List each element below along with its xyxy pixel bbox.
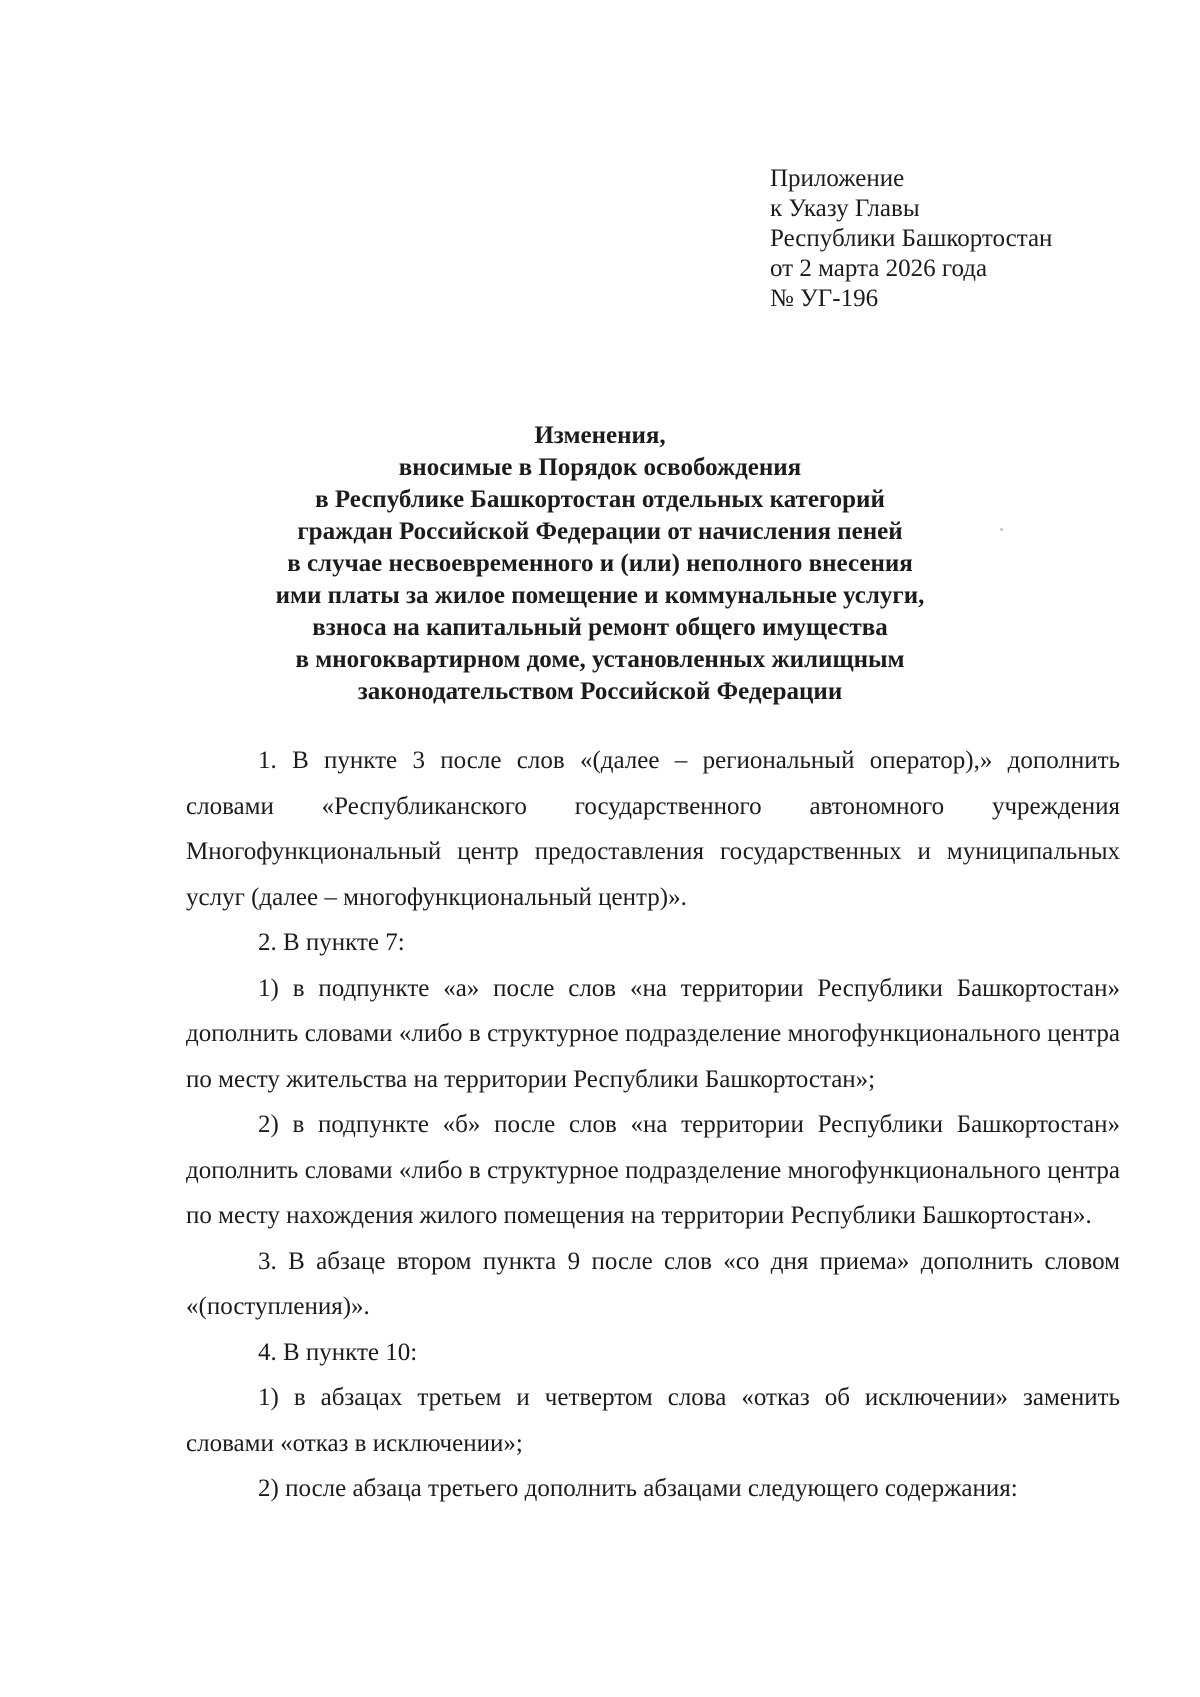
paragraph-4: 2) в подпункте «б» после слов «на территории Республики Башкортостан» дополнить словами «либо в структурное подразделение многофункционального центра по месту нахождения жилого помещения на территории Республики Башкортостан». <box>186 1111 1120 1229</box>
paragraph-6: 4. В пункте 10: <box>258 1338 418 1366</box>
title-line-5: в случае несвоевременного и (или) неполного внесения <box>287 550 913 577</box>
paragraph-2: 2. В пункте 7: <box>258 929 405 956</box>
appendix-line-4: от 2 марта 2026 года <box>770 255 988 282</box>
title-line-2: вносимые в Порядок освобождения <box>398 454 802 481</box>
title-line-3: в Республике Башкортостан отдельных категорий <box>315 486 885 513</box>
paragraph-8: 2) после абзаца третьего дополнить абзацами следующего содержания: <box>258 1475 1018 1502</box>
title-line-6: ими платы за жилое помещение и коммунальные услуги, <box>275 582 925 609</box>
appendix-block <box>770 164 1052 314</box>
appendix-line-2: к Указу Главы <box>770 195 920 222</box>
document-title <box>170 420 1030 708</box>
title-line-7: взноса на капитальный ремонт общего имущества <box>312 614 888 641</box>
scan-speck <box>1000 528 1003 531</box>
title-line-4: граждан Российской Федерации от начисления пеней <box>297 518 903 545</box>
title-line-1: Изменения, <box>534 422 666 449</box>
paragraph-1: 1. В пункте 3 после слов «(далее – региональный оператор),» дополнить словами «Республиканского государственного автономного учреждения Многофункциональный центр предоставления государственных и муниципальных услуг (далее – многофункциональный центр)». <box>186 747 1120 911</box>
document-body <box>186 738 1120 1512</box>
appendix-line-3: Республики Башкортостан <box>770 225 1053 252</box>
title-line-9: законодательством Российской Федерации <box>357 678 843 705</box>
paragraph-5: 3. В абзаце втором пункта 9 после слов «со дня приема» дополнить словом «(поступления)». <box>186 1247 1120 1320</box>
paragraph-7: 1) в абзацах третьем и четвертом слова «отказ об исключении» заменить словами «отказ в исключении»; <box>186 1384 1120 1457</box>
title-line-8: в многоквартирном доме, установленных жилищным <box>295 646 905 673</box>
paragraph-3: 1) в подпункте «а» после слов «на территории Республики Башкортостан» дополнить словами «либо в структурное подразделение многофункционального центра по месту жительства на территории Республики Башкортостан»; <box>186 974 1120 1093</box>
appendix-line-5: № УГ-196 <box>770 285 879 312</box>
appendix-line-1: Приложение <box>770 165 905 192</box>
